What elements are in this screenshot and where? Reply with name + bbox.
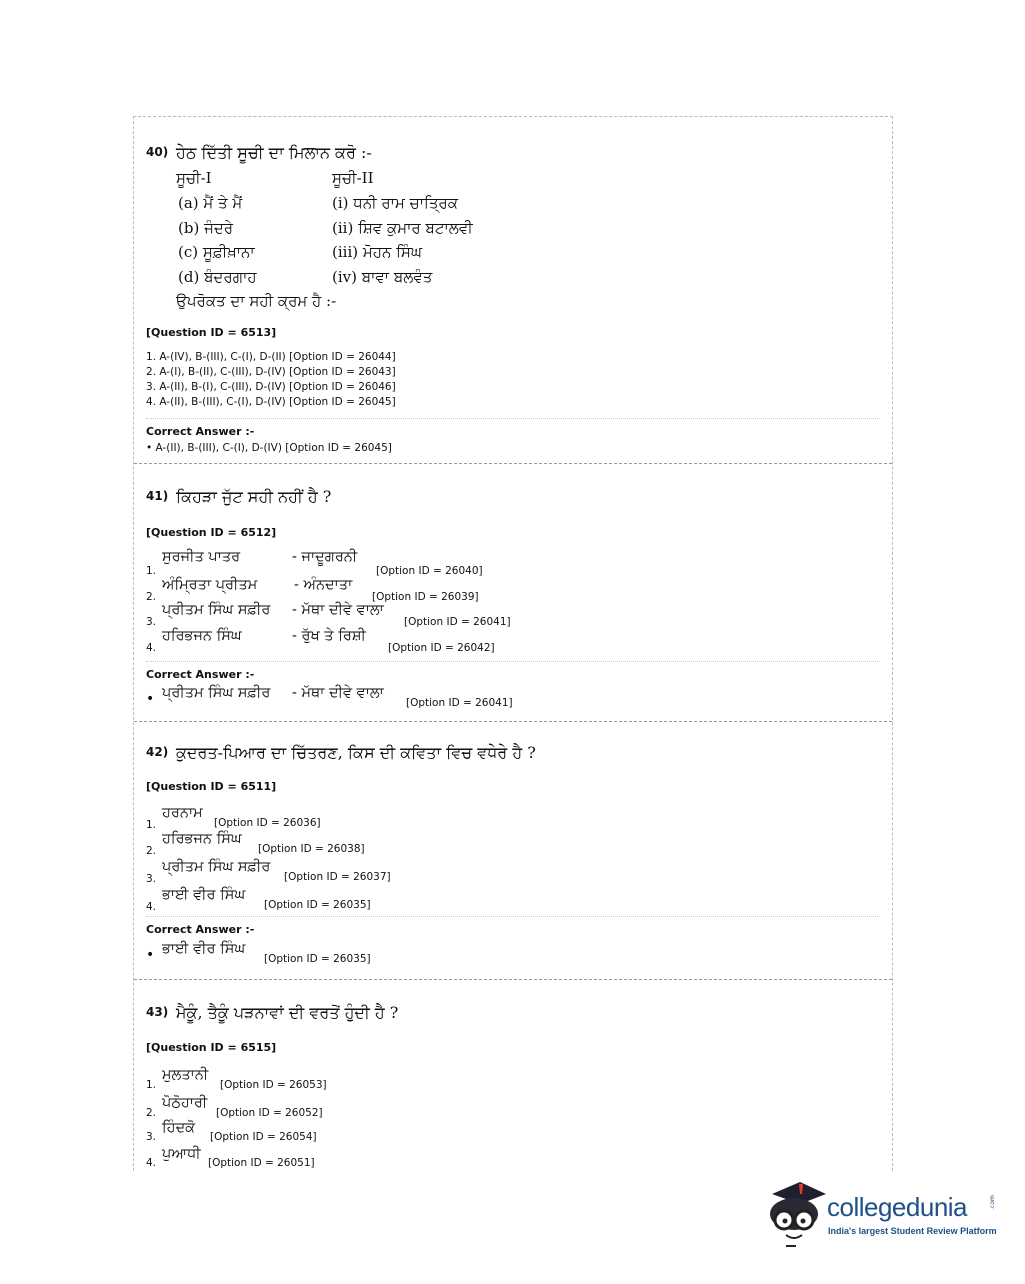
- option: 2. ਪੋਠੋਹਾਰੀ [Option ID = 26052]: [146, 1095, 323, 1119]
- correct-answer-label: Correct Answer :-: [146, 923, 255, 936]
- logo-suffix: .com: [988, 1195, 996, 1210]
- list2-item: (ii) ਸ਼ਿਵ ਕੁਮਾਰ ਬਟਾਲਵੀ: [332, 219, 473, 237]
- option: 2. A-(I), B-(II), C-(III), D-(IV) [Option ID = 26043]: [146, 366, 396, 378]
- divider: [146, 916, 880, 917]
- question-paper: [133, 116, 893, 1171]
- question-text: ਮੈਕੂੰ, ਤੈਕੂੰ ਪੜਨਾਵਾਂ ਦੀ ਵਰਤੋਂ ਹੁੰਦੀ ਹੈ ?: [176, 1003, 399, 1022]
- list2-item: (i) ਧਨੀ ਰਾਮ ਚਾਤ੍ਰਿਕ: [332, 194, 458, 212]
- list1-item: (b) ਜੰਦਰੇ: [178, 219, 234, 237]
- list2-title: ਸੂਚੀ-II: [332, 169, 374, 187]
- question-id: [Question ID = 6513]: [146, 326, 277, 339]
- correct-answer: • ਪ੍ਰੀਤਮ ਸਿੰਘ ਸਫ਼ੀਰ - ਮੱਥਾ ਦੀਵੇ ਵਾਲਾ [Option ID = 26041]: [146, 685, 513, 709]
- list1-item: (d) ਬੰਦਰਗਾਹ: [178, 268, 257, 286]
- collegedunia-logo[interactable]: [766, 1180, 996, 1250]
- option: 3. A-(II), B-(I), C-(III), D-(IV) [Option ID = 26046]: [146, 381, 396, 393]
- correct-answer: • ਭਾਈ ਵੀਰ ਸਿੰਘ [Option ID = 26035]: [146, 941, 371, 965]
- question-divider: [134, 979, 892, 980]
- option: 1. ਮੁਲਤਾਨੀ [Option ID = 26053]: [146, 1067, 327, 1091]
- option: 4. ਪੁਆਧੀ [Option ID = 26051]: [146, 1146, 315, 1169]
- divider: [146, 418, 880, 419]
- option: 3. ਪ੍ਰੀਤਮ ਸਿੰਘ ਸਫ਼ੀਰ [Option ID = 26037]: [146, 859, 391, 885]
- question-number: 42): [146, 745, 169, 759]
- list1-item: (a) ਮੈਂ ਤੇ ਮੈਂ: [178, 194, 243, 212]
- question-id: [Question ID = 6515]: [146, 1041, 277, 1054]
- question-footer: ਉਪਰੋਕਤ ਦਾ ਸਹੀ ਕ੍ਰਮ ਹੈ :-: [176, 292, 337, 310]
- correct-answer-label: Correct Answer :-: [146, 425, 255, 438]
- option: 1. ਸੁਰਜੀਤ ਪਾਤਰ - ਜਾਦੂਗਰਨੀ [Option ID = 26040]: [146, 549, 483, 577]
- student-mascot-icon: [766, 1180, 828, 1250]
- question-text: ਕੁਦਰਤ-ਪਿਆਰ ਦਾ ਚਿੱਤਰਣ, ਕਿਸ ਦੀ ਕਵਿਤਾ ਵਿਚ ਵਧੇਰੇ ਹੈ ?: [176, 743, 536, 762]
- divider: [146, 661, 880, 662]
- list1-title: ਸੂਚੀ-I: [176, 169, 212, 187]
- list1-item: (c) ਸੂਫ਼ੀਖ਼ਾਨਾ: [178, 243, 255, 261]
- logo-tagline: India's largest Student Review Platform: [828, 1226, 997, 1236]
- question-number: 43): [146, 1005, 169, 1019]
- question-id: [Question ID = 6511]: [146, 780, 277, 793]
- option: 1. ਹਰਨਾਮ [Option ID = 26036]: [146, 805, 321, 831]
- question-text: ਹੇਠ ਦਿੱਤੀ ਸੂਚੀ ਦਾ ਮਿਲਾਨ ਕਰੋ :-: [176, 143, 372, 162]
- question-number: 41): [146, 489, 169, 503]
- list2-item: (iii) ਮੋਹਨ ਸਿੰਘ: [332, 243, 423, 261]
- option: 2. ਹਰਿਭਜਨ ਸਿੰਘ [Option ID = 26038]: [146, 831, 365, 857]
- option: 1. A-(IV), B-(III), C-(I), D-(II) [Option ID = 26044]: [146, 351, 396, 363]
- option: 2. ਅੰਮ੍ਰਿਤਾ ਪ੍ਰੀਤਮ - ਅੰਨਦਾਤਾ [Option ID = 26039]: [146, 577, 479, 603]
- option: 4. ਹਰਿਭਜਨ ਸਿੰਘ - ਰੁੱਖ ਤੇ ਰਿਸ਼ੀ [Option ID = 26042]: [146, 628, 495, 654]
- question-id: [Question ID = 6512]: [146, 526, 277, 539]
- question-number: 40): [146, 145, 169, 159]
- option: 3. ਪ੍ਰੀਤਮ ਸਿੰਘ ਸਫ਼ੀਰ - ਮੱਥਾ ਦੀਵੇ ਵਾਲਾ [Option ID = 26041]: [146, 602, 511, 628]
- option: 4. ਭਾਈ ਵੀਰ ਸਿੰਘ [Option ID = 26035]: [146, 887, 371, 913]
- option: 3. ਹਿੰਦਕੋ [Option ID = 26054]: [146, 1120, 317, 1143]
- correct-answer-label: Correct Answer :-: [146, 668, 255, 681]
- option: 4. A-(II), B-(III), C-(I), D-(IV) [Option ID = 26045]: [146, 396, 396, 408]
- question-divider: [134, 721, 892, 722]
- question-divider: [134, 463, 892, 464]
- correct-answer: • A-(II), B-(III), C-(I), D-(IV) [Option ID = 26045]: [146, 442, 392, 454]
- logo-name: collegedunia: [827, 1192, 968, 1222]
- question-text: ਕਿਹੜਾ ਜੁੱਟ ਸਹੀ ਨਹੀਂ ਹੈ ?: [176, 487, 332, 506]
- list2-item: (iv) ਬਾਵਾ ਬਲਵੰਤ: [332, 268, 433, 286]
